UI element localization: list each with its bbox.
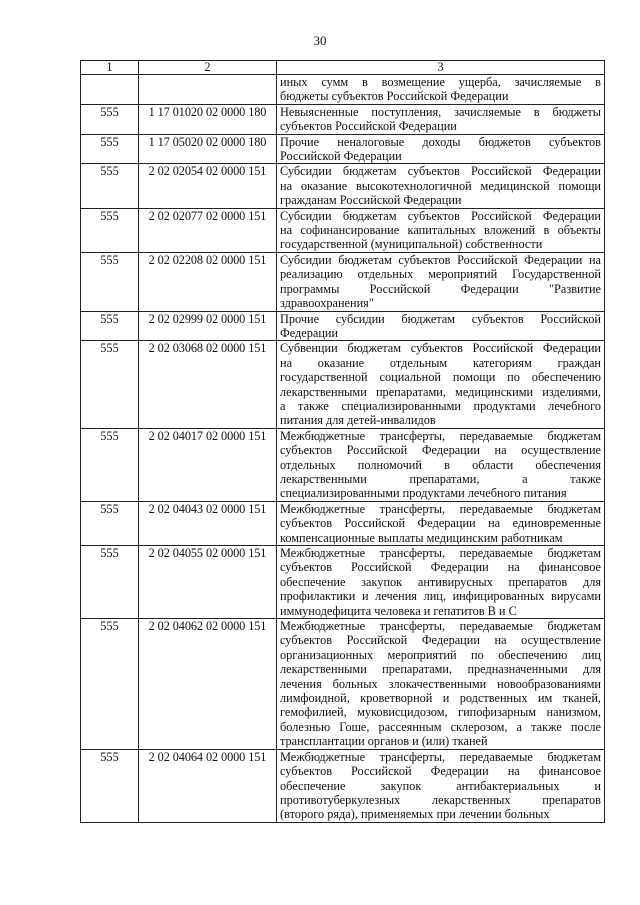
table-row	[81, 104, 605, 134]
revenue-name-line: субъектов Российской Федерации на финансовое	[280, 764, 601, 779]
revenue-name-line: Межбюджетные трансферты, передаваемые бюджетам	[280, 619, 601, 634]
revenue-name-line: обеспечение закупок антивирусных препаратов для	[280, 574, 601, 589]
table-row	[81, 428, 605, 501]
revenue-name-line: Прочие субсидии бюджетам субъектов Российской	[280, 311, 601, 326]
revenue-code-cell: 1 17 05020 02 0000 180	[139, 134, 277, 164]
revenue-name-line: субъектов Российской Федерации на осуществление	[280, 633, 601, 648]
header-row	[81, 61, 605, 75]
revenue-name-line: государственной (муниципальной) собственности	[280, 237, 543, 252]
revenue-code-cell	[139, 75, 277, 105]
revenue-name-line: субъектов Российской Федерации на финансовое	[280, 560, 601, 575]
budget-classification-table	[80, 60, 605, 823]
revenue-name-line: профилактики и лечения лиц, инфицированных вирусами	[280, 589, 601, 604]
revenue-name-line: субъектов Российской Федерации	[280, 119, 457, 134]
revenue-name-line: организационных мероприятий по обеспечению лиц	[280, 647, 601, 662]
admin-code-cell: 555	[81, 341, 139, 428]
revenue-code-cell: 2 02 04064 02 0000 151	[139, 749, 277, 822]
revenue-name-line: а также специализированными продуктами лечебного	[280, 398, 601, 413]
revenue-name-cell	[277, 208, 605, 252]
admin-code-cell	[81, 75, 139, 105]
table-header	[81, 61, 605, 75]
revenue-name-line: на софинансирование капитальных вложений в объекты	[280, 223, 601, 238]
revenue-name-line: Межбюджетные трансферты, передаваемые бюджетам	[280, 428, 601, 443]
revenue-name-line: Межбюджетные трансферты, передаваемые бюджетам	[280, 501, 601, 516]
table-row	[81, 311, 605, 341]
revenue-name-line: Межбюджетные трансферты, передаваемые бюджетам	[280, 749, 601, 764]
table-row	[81, 546, 605, 619]
revenue-name-line: лечения больных злокачественными новообразованиями	[280, 676, 601, 691]
table-row	[81, 134, 605, 164]
revenue-name-cell	[277, 104, 605, 134]
admin-code-cell: 555	[81, 619, 139, 750]
revenue-name-line: Прочие неналоговые доходы бюджетов субъектов	[280, 134, 601, 149]
revenue-name-line: питания для детей-инвалидов	[280, 413, 436, 428]
revenue-code-cell: 2 02 02999 02 0000 151	[139, 311, 277, 341]
table-row	[81, 501, 605, 545]
revenue-name-line: лимфоидной, кроветворной и родственных им тканей,	[280, 691, 601, 706]
revenue-name-line: трансплантации органов и (или) тканей	[280, 734, 488, 749]
revenue-name-cell	[277, 75, 605, 105]
table-row	[81, 164, 605, 208]
revenue-name-cell	[277, 252, 605, 311]
admin-code-cell: 555	[81, 749, 139, 822]
revenue-name-line: Субсидии бюджетам субъектов Российской Федерации	[280, 164, 601, 179]
admin-code-cell: 555	[81, 546, 139, 619]
revenue-code-cell: 2 02 02054 02 0000 151	[139, 164, 277, 208]
revenue-name-line: государственной социальной помощи по обеспечению	[280, 370, 601, 385]
header-col-1: 1	[81, 61, 139, 75]
revenue-name-line: болезнью Гоше, рассеянным склерозом, а также после	[280, 719, 601, 734]
header-col-2: 2	[139, 61, 277, 75]
admin-code-cell: 555	[81, 208, 139, 252]
revenue-code-cell: 2 02 04055 02 0000 151	[139, 546, 277, 619]
admin-code-cell: 555	[81, 252, 139, 311]
admin-code-cell: 555	[81, 164, 139, 208]
revenue-name-line: реализацию отдельных мероприятий Государственной	[280, 267, 601, 282]
revenue-name-line: субъектов Российской Федерации на единовременные	[280, 516, 601, 531]
revenue-name-line: субъектов Российской Федерации на осуществление	[280, 443, 601, 458]
revenue-name-line: Невыясненные поступления, зачисляемые в бюджеты	[280, 104, 601, 119]
revenue-name-line: программы Российской Федерации "Развитие	[280, 281, 601, 296]
revenue-name-cell	[277, 619, 605, 750]
table-row	[81, 619, 605, 750]
revenue-name-line: Межбюджетные трансферты, передаваемые бюджетам	[280, 546, 601, 560]
revenue-name-line: гемофилией, муковисцидозом, гипофизарным нанизмом,	[280, 705, 601, 720]
revenue-name-line: отдельных полномочий в области обеспечения	[280, 457, 601, 472]
revenue-code-cell: 2 02 04017 02 0000 151	[139, 428, 277, 501]
revenue-name-cell	[277, 341, 605, 428]
revenue-code-cell: 2 02 04043 02 0000 151	[139, 501, 277, 545]
revenue-name-cell	[277, 546, 605, 619]
header-col-3: 3	[277, 61, 605, 75]
revenue-name-cell	[277, 311, 605, 341]
revenue-code-cell: 1 17 01020 02 0000 180	[139, 104, 277, 134]
admin-code-cell: 555	[81, 428, 139, 501]
revenue-name-cell	[277, 164, 605, 208]
revenue-name-line: на оказание отдельным категориям граждан	[280, 355, 601, 370]
revenue-name-line: здравоохранения"	[280, 296, 374, 311]
revenue-name-line: специализированными продуктами лечебного питания	[280, 486, 567, 501]
revenue-name-line: обеспечение закупок антибактериальных и	[280, 778, 601, 793]
revenue-name-line: лекарственными препаратами, предназначенными для	[280, 662, 601, 677]
revenue-code-cell: 2 02 02077 02 0000 151	[139, 208, 277, 252]
revenue-name-line: Субсидии бюджетам субъектов Российской Федерации	[280, 208, 601, 223]
admin-code-cell: 555	[81, 134, 139, 164]
table-row	[81, 75, 605, 105]
revenue-name-line: лекарственными препаратами, медицинскими изделиями,	[280, 384, 601, 399]
revenue-name-line: иммунодефицита человека и гепатитов В и С	[280, 603, 517, 618]
revenue-name-line: гражданам Российской Федерации	[280, 193, 462, 208]
revenue-name-line: на оказание высокотехнологичной медицинской помощи	[280, 178, 601, 193]
admin-code-cell: 555	[81, 104, 139, 134]
table-row	[81, 252, 605, 311]
revenue-name-line: Субвенции бюджетам субъектов Российской Федерации	[280, 341, 601, 356]
revenue-name-line: противотуберкулезных лекарственных препаратов	[280, 792, 601, 807]
revenue-name-line: иных сумм в возмещение ущерба, зачисляемые в	[280, 75, 601, 89]
revenue-name-line: компенсационные выплаты медицинским работникам	[280, 530, 563, 545]
table-row	[81, 208, 605, 252]
revenue-name-line: Субсидии бюджетам субъектов Российской Федерации на	[280, 252, 601, 267]
revenue-name-cell	[277, 749, 605, 822]
revenue-name-cell	[277, 428, 605, 501]
table-row	[81, 749, 605, 822]
revenue-name-line: Федерации	[280, 325, 339, 340]
revenue-name-line: бюджеты субъектов Российской Федерации	[280, 89, 509, 104]
table-body	[81, 75, 605, 823]
revenue-name-cell	[277, 134, 605, 164]
page-number: 30	[313, 33, 327, 48]
admin-code-cell: 555	[81, 311, 139, 341]
revenue-code-cell: 2 02 02208 02 0000 151	[139, 252, 277, 311]
revenue-name-line: лекарственными препаратами, а также	[280, 471, 601, 486]
admin-code-cell: 555	[81, 501, 139, 545]
revenue-name-line: Российской Федерации	[280, 149, 402, 164]
revenue-code-cell: 2 02 04062 02 0000 151	[139, 619, 277, 750]
revenue-name-line: (второго ряда), применяемых при лечении больных	[280, 807, 550, 822]
revenue-code-cell: 2 02 03068 02 0000 151	[139, 341, 277, 428]
revenue-name-cell	[277, 501, 605, 545]
table-row	[81, 341, 605, 428]
